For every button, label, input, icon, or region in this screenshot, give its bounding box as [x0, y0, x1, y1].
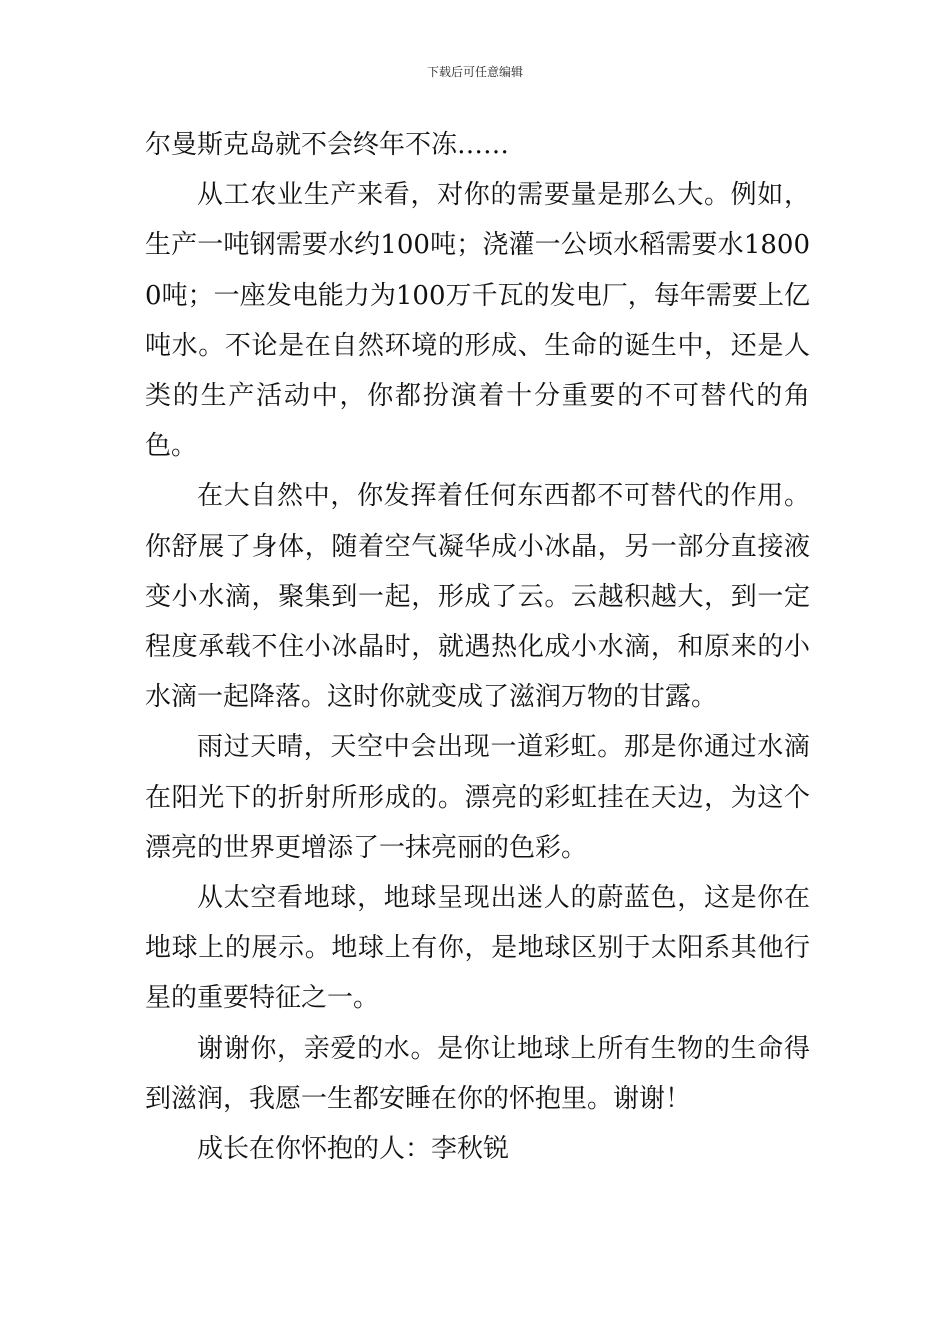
page-header-note: 下载后可任意编辑	[426, 65, 523, 79]
paragraph-industry: 从工农业生产来看，对你的需要量是那么大。例如，生产一吨钢需要水约100吨；浇灌一公顷水稻需要水18000吨；一座发电能力为100万千瓦的发电厂，每年需要上亿吨水。不论是在自然环境的形成、生命的诞生中，还是人类的生产活动中，你都扮演着十分重要的不可替代的角色。	[145, 180, 810, 462]
signature-line: 成长在你怀抱的人：李秋锐	[197, 1134, 510, 1165]
essay-body	[145, 120, 810, 1174]
paragraph-earth: 从太空看地球，地球呈现出迷人的蔚蓝色，这是你在地球上的展示。地球上有你，是地球区别于太阳系其他行星的重要特征之一。	[145, 883, 810, 1014]
paragraph-nature: 在大自然中，你发挥着任何东西都不可替代的作用。你舒展了身体，随着空气凝华成小冰晶，另一部分直接液变小水滴，聚集到一起，形成了云。云越积越大，到一定程度承载不住小冰晶时，就遇热化成小水滴，和原来的小水滴一起降落。这时你就变成了滋润万物的甘露。	[145, 481, 810, 713]
paragraph-thanks: 谢谢你，亲爱的水。是你让地球上所有生物的生命得到滋润，我愿一生都安睡在你的怀抱里。谢谢！	[145, 1033, 810, 1114]
paragraph-continuation: 尔曼斯克岛就不会终年不冻……	[145, 130, 510, 160]
paragraph-rainbow: 雨过天晴，天空中会出现一道彩虹。那是你通过水滴在阳光下的折射所形成的。漂亮的彩虹挂在天边，为这个漂亮的世界更增添了一抹亮丽的色彩。	[145, 732, 810, 863]
